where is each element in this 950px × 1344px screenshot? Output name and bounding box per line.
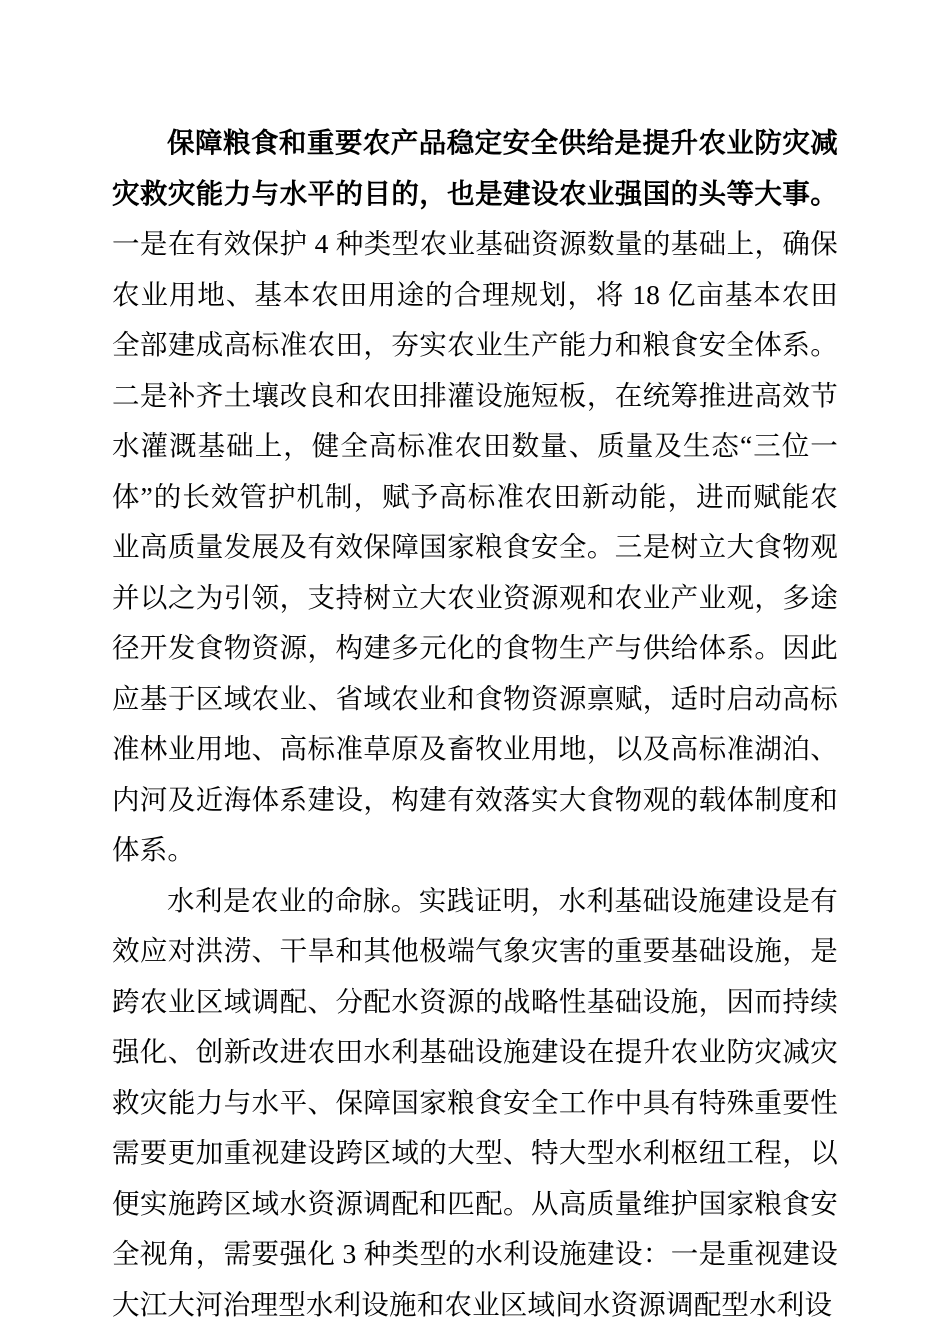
paragraph-2-text: 水利是农业的命脉。实践证明，水利基础设施建设是有效应对洪涝、干旱和其他极端气象灾害的重要基础设施，是跨农业区域调配、分配水资源的战略性基础设施，因而持续强化、创新改进农田水利基础设施建设在提升农业防灾减灾救灾能力与水平、保障国家粮食安全工作中具有特殊重要性需要更加重视建设跨区域的大型、特大型水利枢纽工程，以便实施跨区域水资源调配和匹配。从高质量维护国家粮食安全视角，需要强化 3 种类型的水利设施建设：一是重视建设大江大河治理型水利设施和农业区域间水资源调配型水利设	[112, 884, 838, 1320]
document-body	[112, 118, 838, 1330]
paragraph-1-text: 一是在有效保护 4 种类型农业基础资源数量的基础上，确保农业用地、基本农田用途的合理规划，将 18 亿亩基本农田全部建成高标准农田，夯实农业生产能力和粮食安全体系。二是补齐土壤改良和农田排灌设施短板，在统筹推进高效节水灌溉基础上，健全高标准农田数量、质量及生态“三位一体”的长效管护机制，赋予高标准农田新动能，进而赋能农业高质量发展及有效保障国家粮食安全。三是树立大食物观并以之为引领，支持树立大农业资源观和农业产业观，多途径开发食物资源，构建多元化的食物生产与供给体系。因此应基于区域农业、省域农业和食物资源禀赋，适时启动高标准林业用地、高标准草原及畜牧业用地，以及高标准湖泊、内河及近海体系建设，构建有效落实大食物观的载体制度和体系。	[112, 228, 838, 865]
paragraph-1-lead: 保障粮食和重要农产品稳定安全供给是提升农业防灾减灾救灾能力与水平的目的，也是建设农业强国的头等大事。	[112, 127, 838, 209]
paragraph-2	[112, 876, 838, 1331]
paragraph-1	[112, 118, 838, 876]
